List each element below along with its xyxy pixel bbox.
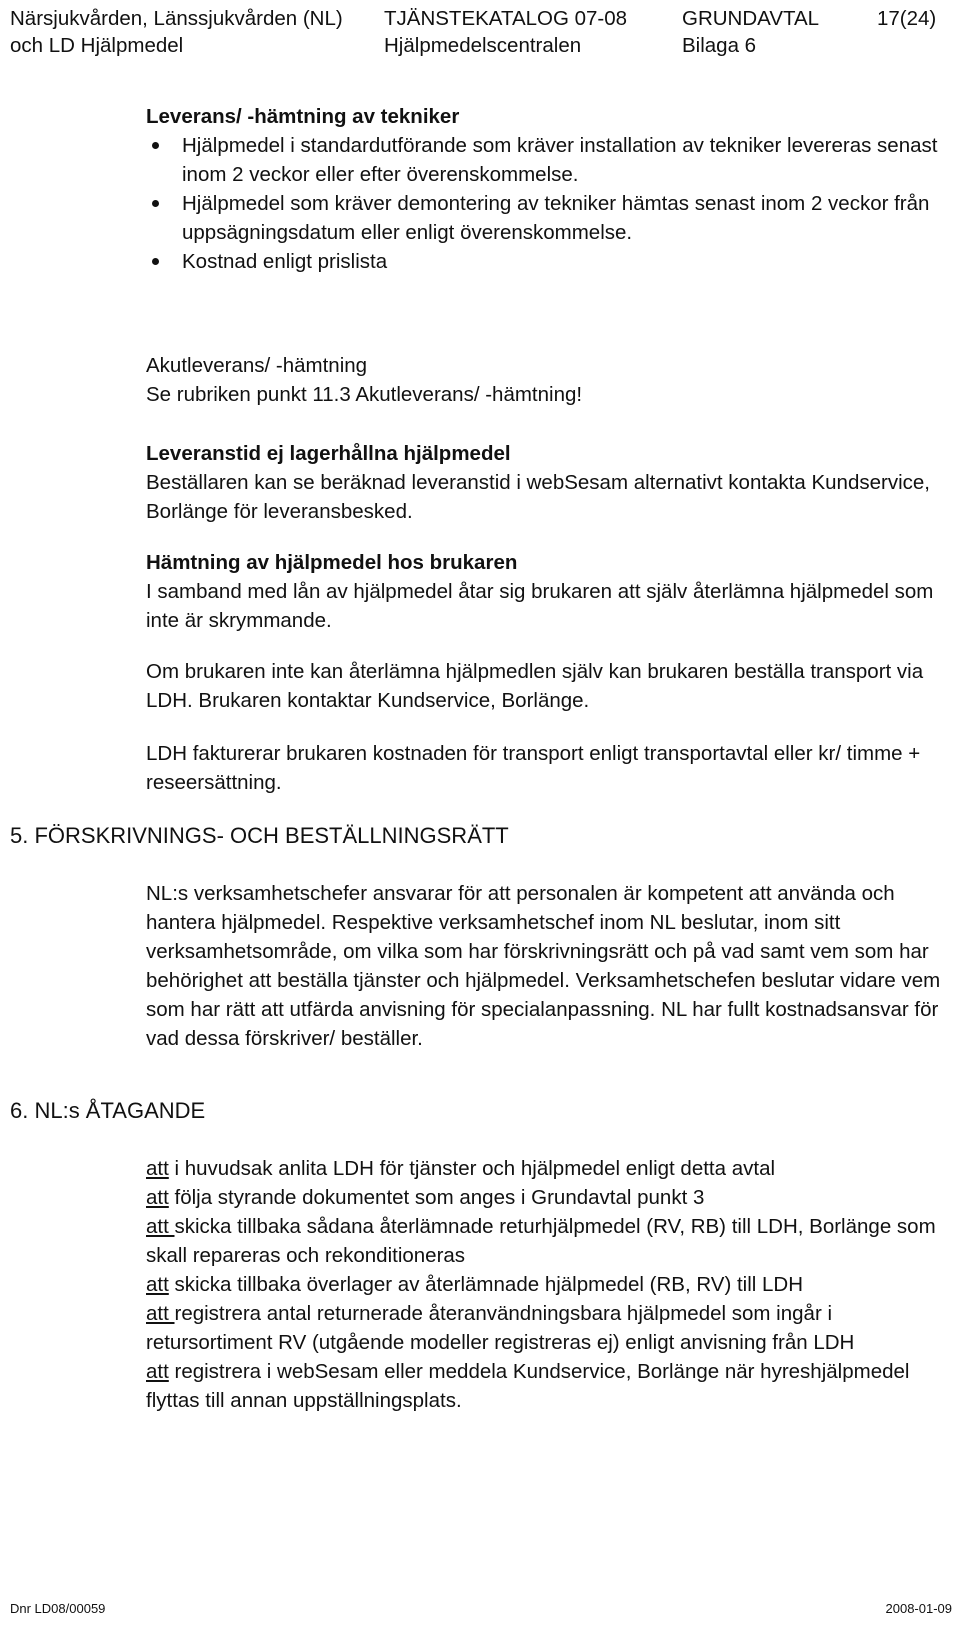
akutleverans-text: Se rubriken punkt 11.3 Akutleverans/ -hämtning!	[146, 383, 583, 406]
page-number: 17(24)	[877, 7, 937, 30]
list-item: att i huvudsak anlita LDH för tjänster och hjälpmedel enligt detta avtal	[146, 1157, 776, 1180]
footer-date: 2008-01-09	[885, 1601, 952, 1616]
leverans-bullet-list	[146, 131, 946, 276]
list-item: att registrera antal returnerade återanvändningsbara hjälpmedel som ingår i retursortiment RV (utgående modeller registreras ej) enligt anvisning från LDH	[146, 1302, 855, 1354]
akutleverans-title: Akutleverans/ -hämtning	[146, 354, 368, 377]
bullet-icon	[152, 200, 159, 207]
header-right-line2: Bilaga 6	[682, 34, 757, 57]
section-5-text: NL:s verksamhetschefer ansvarar för att personalen är kompetent att använda och hantera hjälpmedel. Respektive verksamhetschef inom NL beslutar, inom sitt verksamhetsområde, om vilka som har förskrivningsrätt och på vad samt vem som har behörighet att beställa tjänster och hjälpmedel. Verksamhetschefen beslutar vidare vem som har rätt att utfärda anvisning för specialanpassning. NL har fullt kostnadsansvar för vad dessa förskriver/ beställer.	[146, 882, 941, 1050]
header-right-line1: GRUNDAVTAL	[682, 7, 820, 30]
section-5-title: 5. FÖRSKRIVNINGS- OCH BESTÄLLNINGSRÄTT	[10, 823, 509, 848]
leveranstid-text: Beställaren kan se beräknad leveranstid i webSesam alternativt kontakta Kundservice, Borlänge för leveransbesked.	[146, 471, 930, 523]
section-6-list	[146, 1154, 946, 1415]
header-mid-line2: Hjälpmedelscentralen	[384, 34, 582, 57]
footer-document-number: Dnr LD08/00059	[10, 1601, 106, 1616]
leveranstid-heading: Leveranstid ej lagerhållna hjälpmedel	[146, 442, 511, 465]
hamtning-paragraph-3: LDH fakturerar brukaren kostnaden för transport enligt transportavtal eller kr/ timme + reseersättning.	[146, 742, 921, 794]
list-item: Hjälpmedel som kräver demontering av tekniker hämtas senast inom 2 veckor från uppsägningsdatum eller enligt överenskommelse.	[146, 189, 946, 247]
list-item: Kostnad enligt prislista	[146, 247, 946, 276]
header-left-line1: Närsjukvården, Länssjukvården (NL)	[10, 7, 343, 30]
list-item: att skicka tillbaka sådana återlämnade returhjälpmedel (RV, RB) till LDH, Borlänge som skall repareras och rekonditioneras	[146, 1215, 936, 1267]
hamtning-heading: Hämtning av hjälpmedel hos brukaren	[146, 551, 518, 574]
header-left-line2: och LD Hjälpmedel	[10, 34, 184, 57]
list-item: att skicka tillbaka överlager av återlämnade hjälpmedel (RB, RV) till LDH	[146, 1273, 804, 1296]
hamtning-paragraph-1: I samband med lån av hjälpmedel åtar sig brukaren att själv återlämna hjälpmedel som inte är skrymmande.	[146, 580, 934, 632]
header-mid-line1: TJÄNSTEKATALOG 07-08	[384, 7, 628, 30]
bullet-icon	[152, 258, 159, 265]
list-item: att registrera i webSesam eller meddela Kundservice, Borlänge när hyreshjälpmedel flyttas till annan uppställningsplats.	[146, 1360, 910, 1412]
list-item: Hjälpmedel i standardutförande som kräver installation av tekniker levereras senast inom 2 veckor eller efter överenskommelse.	[146, 131, 946, 189]
section-6-title: 6. NL:s ÅTAGANDE	[10, 1098, 206, 1123]
bullet-icon	[152, 142, 159, 149]
leverans-heading: Leverans/ -hämtning av tekniker	[146, 105, 460, 128]
hamtning-paragraph-2: Om brukaren inte kan återlämna hjälpmedlen själv kan brukaren beställa transport via LDH. Brukaren kontaktar Kundservice, Borlänge.	[146, 660, 924, 712]
list-item: att följa styrande dokumentet som anges i Grundavtal punkt 3	[146, 1186, 705, 1209]
